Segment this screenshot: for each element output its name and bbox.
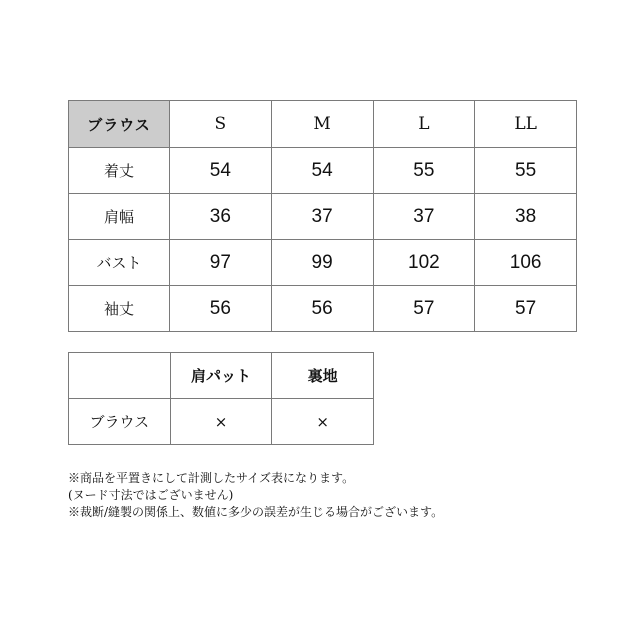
table-cell: 97 bbox=[170, 240, 272, 286]
table-row bbox=[69, 240, 577, 286]
table-cell: 37 bbox=[271, 194, 373, 240]
size-table bbox=[68, 100, 577, 332]
table-cell: 54 bbox=[271, 148, 373, 194]
size-header-row bbox=[69, 101, 577, 148]
table-cell: 37 bbox=[373, 194, 475, 240]
note-line: ※商品を平置きにして計測したサイズ表になります。 bbox=[68, 471, 355, 485]
table-cell: 99 bbox=[271, 240, 373, 286]
note-line: (ヌード寸法ではございません) bbox=[68, 488, 234, 502]
table-row bbox=[69, 194, 577, 240]
table-cell: 57 bbox=[373, 286, 475, 332]
row-label-shoulder: 肩幅 bbox=[69, 194, 170, 240]
option-table bbox=[68, 352, 374, 445]
table-cell: 102 bbox=[373, 240, 475, 286]
note-line: ※裁断/縫製の関係上、数値に多少の誤差が生じる場合がございます。 bbox=[68, 505, 444, 519]
row-label-bust: バスト bbox=[69, 240, 170, 286]
option-row-label: ブラウス bbox=[69, 399, 171, 445]
option-header-shoulder-pad: 肩パット bbox=[170, 353, 272, 399]
table-cell: 54 bbox=[170, 148, 272, 194]
table-cell: 56 bbox=[170, 286, 272, 332]
option-header-row bbox=[69, 353, 374, 399]
row-label-sleeve: 袖丈 bbox=[69, 286, 170, 332]
option-header-lining: 裏地 bbox=[272, 353, 374, 399]
table-cell: 55 bbox=[475, 148, 577, 194]
notes bbox=[68, 470, 443, 521]
table-cell: 36 bbox=[170, 194, 272, 240]
size-table-corner-label: ブラウス bbox=[69, 101, 170, 148]
table-row bbox=[69, 399, 374, 445]
table-cell: 56 bbox=[271, 286, 373, 332]
option-table-corner bbox=[69, 353, 171, 399]
table-cell: 57 bbox=[475, 286, 577, 332]
cross-mark: × bbox=[272, 399, 374, 445]
size-header-ll: LL bbox=[475, 101, 577, 148]
table-row bbox=[69, 286, 577, 332]
row-label-length: 着丈 bbox=[69, 148, 170, 194]
table-cell: 38 bbox=[475, 194, 577, 240]
table-row bbox=[69, 148, 577, 194]
size-header-m: M bbox=[271, 101, 373, 148]
size-header-s: S bbox=[170, 101, 272, 148]
table-cell: 106 bbox=[475, 240, 577, 286]
table-cell: 55 bbox=[373, 148, 475, 194]
size-header-l: L bbox=[373, 101, 475, 148]
cross-mark: × bbox=[170, 399, 272, 445]
